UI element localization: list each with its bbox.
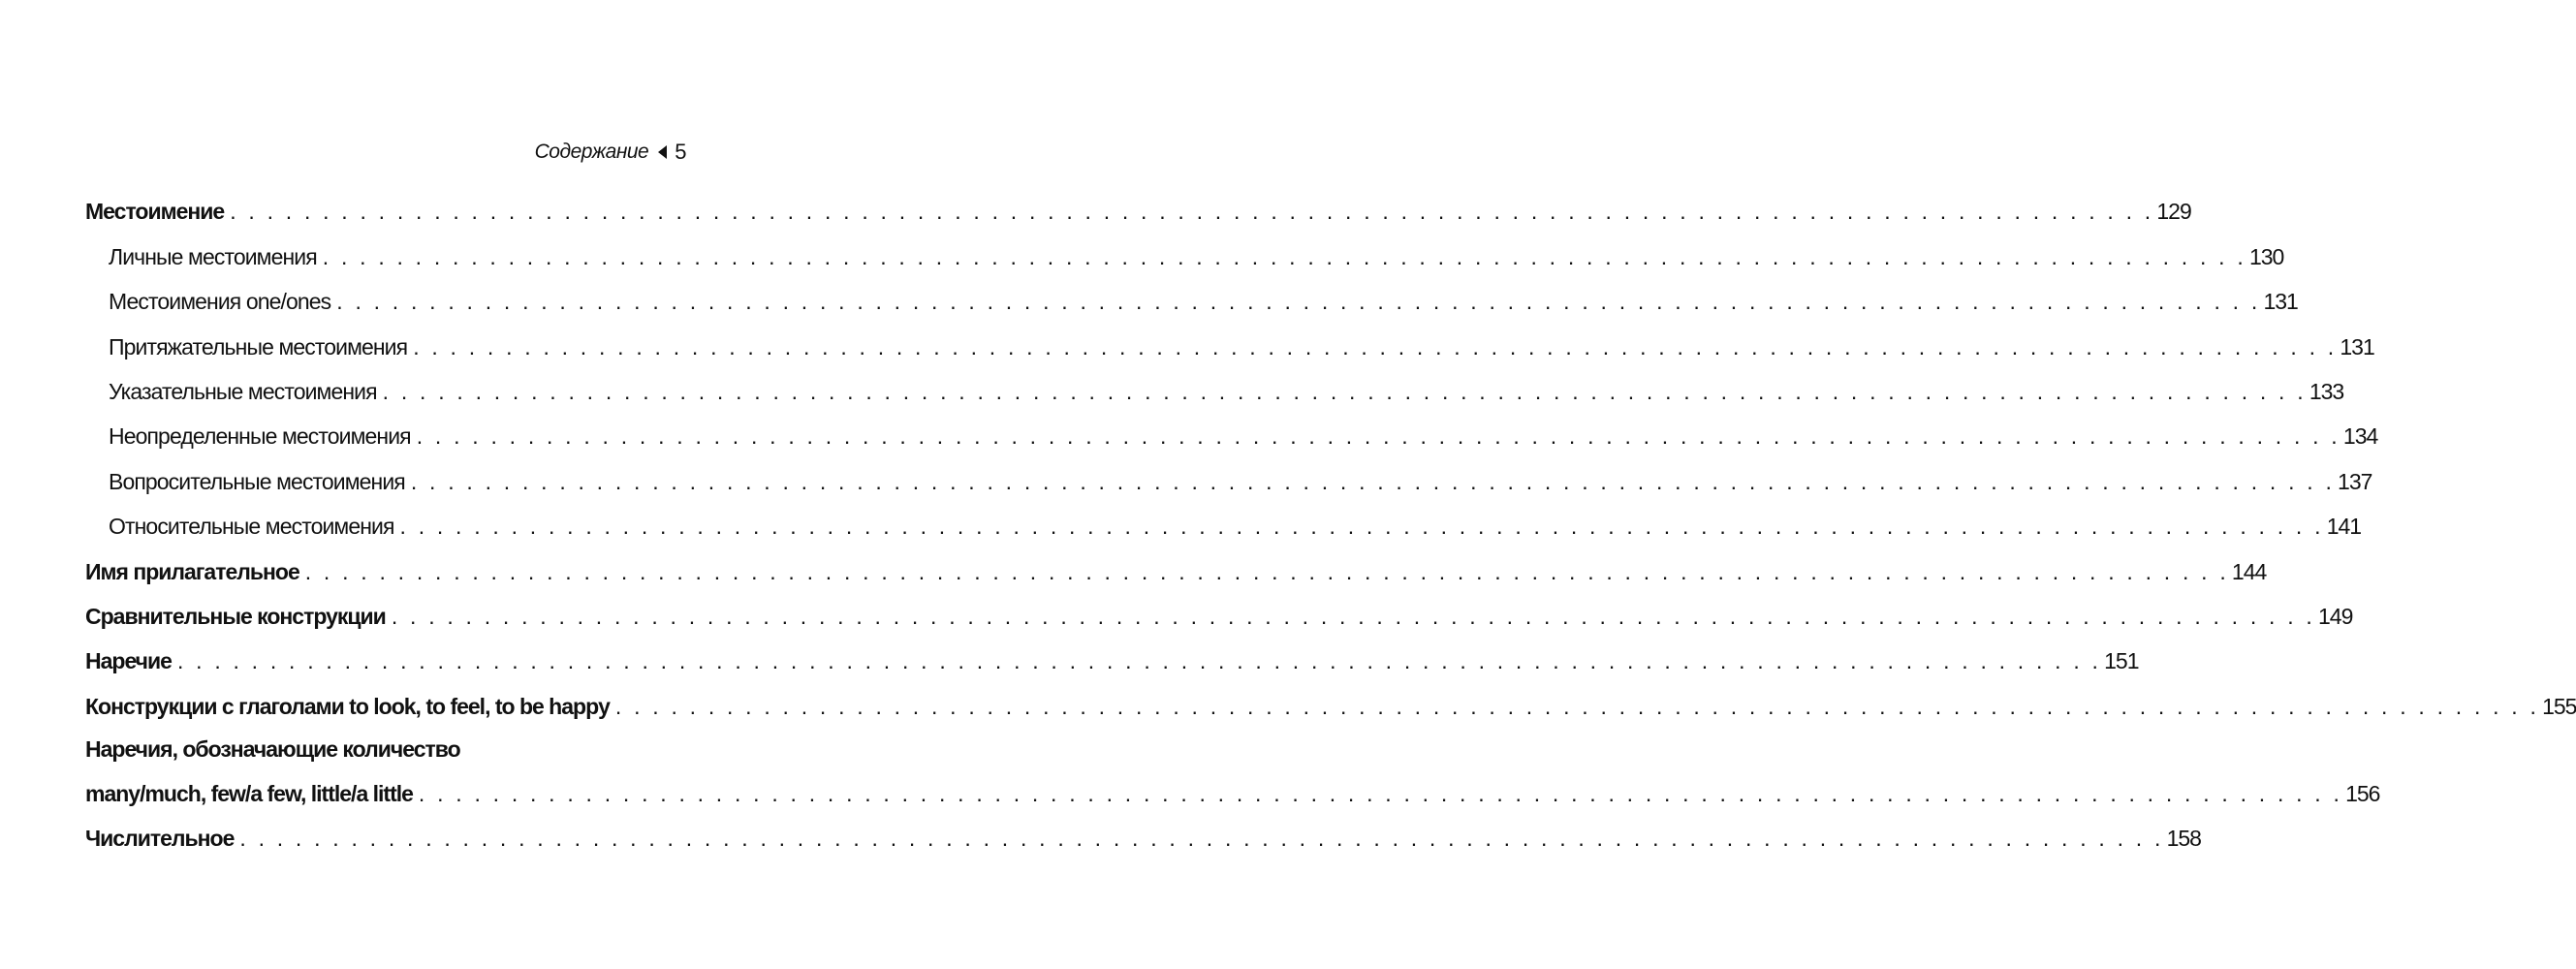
toc-entry-title: Вопросительные местоимения: [109, 468, 405, 494]
toc-entry-adverb[interactable]: [85, 632, 2139, 676]
dot-leader: . . . . . . . . . . . . . . . . . . . . . . . . . . . . . . . . . . . . . . . . . . . . . . . . . . . . . . . . . . . . . . . . . . . . . . . . . . . . . . . . . . . . . . . . . . . . . . . . . . . . . . . .: [614, 693, 2540, 719]
toc-entry-title: Относительные местоимения: [109, 514, 394, 540]
toc-entry-title: Сравнительные конструкции: [85, 603, 386, 629]
toc-entry-page: 149: [2318, 603, 2353, 629]
dot-leader: . . . . . . . . . . . . . . . . . . . . . . . . . . . . . . . . . . . . . . . . . . . . . . . . . . . . . . . . . . . . . . . . . . . . . . . . . . . . . . . . . . . . . . . . . . . . . . . . . . . . . . . .: [176, 648, 2102, 674]
toc-entry-page: 137: [2338, 468, 2372, 494]
dot-leader: . . . . . . . . . . . . . . . . . . . . . . . . . . . . . . . . . . . . . . . . . . . . . . . . . . . . . . . . . . . . . . . . . . . . . . . . . . . . . . . . . . . . . . . . . . . . . . . . . . . . . . . .: [410, 468, 2336, 494]
toc-entry-title: Указательные местоимения: [109, 378, 377, 404]
toc-entry-one-ones[interactable]: [85, 272, 2298, 317]
dot-leader: . . . . . . . . . . . . . . . . . . . . . . . . . . . . . . . . . . . . . . . . . . . . . . . . . . . . . . . . . . . . . . . . . . . . . . . . . . . . . . . . . . . . . . . . . . . . . . . . . . . . . . . .: [336, 289, 2261, 315]
toc-entry-relative-pronouns[interactable]: [85, 497, 2362, 542]
running-header: [535, 140, 686, 165]
toc-entry-title: Местоимения one/ones: [109, 289, 331, 315]
dot-leader: . . . . . . . . . . . . . . . . . . . . . . . . . . . . . . . . . . . . . . . . . . . . . . . . . . . . . . . . . . . . . . . . . . . . . . . . . . . . . . . . . . . . . . . . . . . . . . . . . . . . . . . .: [416, 423, 2340, 450]
toc-entry-page: 151: [2104, 648, 2139, 674]
toc-entry-title: Наречие: [85, 648, 172, 674]
toc-entry-quantity-adverbs-line1[interactable]: [85, 722, 675, 765]
dot-leader: . . . . . . . . . . . . . . . . . . . . . . . . . . . . . . . . . . . . . . . . . . . . . . . . . . . . . . . . . . . . . . . . . . . . . . . . . . . . . . . . . . . . . . . . . . . . . . . . . . . . . . . .: [304, 558, 2229, 584]
table-of-contents: [85, 182, 2576, 854]
toc-entry-numeral[interactable]: [85, 809, 2201, 854]
dot-leader: . . . . . . . . . . . . . . . . . . . . . . . . . . . . . . . . . . . . . . . . . . . . . . . . . . . . . . . . . . . . . . . . . . . . . . . . . . . . . . . . . . . . . . . . . . . . . . . . . . . . . . . .: [391, 603, 2315, 629]
toc-entry-comparative-constructions[interactable]: [85, 587, 2353, 632]
dot-leader: . . . . . . . . . . . . . . . . . . . . . . . . . . . . . . . . . . . . . . . . . . . . . . . . . . . . . . . . . . . . . . . . . . . . . . . . . . . . . . . . . . . . . . . . . . . . . . . . . . . . . . . .: [418, 781, 2343, 807]
toc-entry-title: Притяжательные местоимения: [109, 333, 408, 359]
toc-entry-page: 156: [2345, 781, 2380, 807]
dot-leader: . . . . . . . . . . . . . . . . . . . . . . . . . . . . . . . . . . . . . . . . . . . . . . . . . . . . . . . . . . . . . . . . . . . . . . . . . . . . . . . . . . . . . . . . . . . . . . . . . . . . . . . .: [322, 243, 2246, 269]
dot-leader: . . . . . . . . . . . . . . . . . . . . . . . . . . . . . . . . . . . . . . . . . . . . . . . . . . . . . . . . . . . . . . . . . . . . . . . . . . . . . . . . . . . . . . . . . . . . . . . . . . . . . . . .: [239, 826, 2164, 852]
toc-entry-title: Конструкции с глаголами to look, to feel, to be happy: [85, 693, 610, 719]
toc-entry-page: 158: [2166, 826, 2201, 852]
toc-entry-page: 134: [2342, 423, 2378, 450]
toc-entry-title: Наречия, обозначающие количество: [85, 735, 460, 762]
toc-entry-adjective[interactable]: [85, 542, 2267, 586]
page-number: 5: [675, 140, 686, 164]
toc-entry-interrogative-pronouns[interactable]: [85, 452, 2372, 496]
toc-entry-indefinite-pronouns[interactable]: [85, 407, 2378, 452]
dot-leader: . . . . . . . . . . . . . . . . . . . . . . . . . . . . . . . . . . . . . . . . . . . . . . . . . . . . . . . . . . . . . . . . . . . . . . . . . . . . . . . . . . . . . . . . . . . . . . . . . . . . . . . .: [230, 199, 2154, 225]
toc-entry-possessive-pronouns[interactable]: [85, 317, 2374, 361]
toc-entry-quantity-adverbs[interactable]: [85, 765, 2380, 809]
toc-entry-page: 144: [2231, 558, 2267, 584]
dot-leader: . . . . . . . . . . . . . . . . . . . . . . . . . . . . . . . . . . . . . . . . . . . . . . . . . . . . . . . . . . . . . . . . . . . . . . . . . . . . . . . . . . . . . . . . . . . . . . . . . . . . . . . .: [399, 514, 2324, 540]
running-header-title: Содержание: [534, 141, 649, 163]
toc-entry-title: Местоимение: [85, 199, 225, 225]
toc-entry-title: many/much, few/a few, little/a little: [85, 781, 413, 807]
toc-entry-verb-constructions[interactable]: [85, 676, 2576, 721]
toc-entry-page: 130: [2248, 243, 2284, 269]
toc-entry-title: Неопределенные местоимения: [109, 423, 411, 450]
toc-entry-page: 155: [2542, 693, 2576, 719]
toc-entry-page: 129: [2156, 199, 2191, 225]
toc-entry-title: Личные местоимения: [109, 243, 317, 269]
toc-entry-page: 133: [2309, 378, 2344, 404]
toc-entry-title: Числительное: [85, 826, 235, 852]
toc-entry-page: 131: [2340, 333, 2374, 359]
toc-entry-page: 131: [2263, 289, 2298, 315]
toc-entry-page: 141: [2326, 514, 2362, 540]
toc-entry-personal-pronouns[interactable]: [85, 227, 2284, 271]
toc-entry-title: Имя прилагательное: [85, 558, 299, 584]
left-triangle-icon: [658, 145, 667, 159]
dot-leader: . . . . . . . . . . . . . . . . . . . . . . . . . . . . . . . . . . . . . . . . . . . . . . . . . . . . . . . . . . . . . . . . . . . . . . . . . . . . . . . . . . . . . . . . . . . . . . . . . . . . . . . .: [413, 333, 2338, 359]
toc-entry-demonstrative-pronouns[interactable]: [85, 362, 2344, 407]
toc-entry-pronoun[interactable]: [85, 182, 2191, 227]
dot-leader: . . . . . . . . . . . . . . . . . . . . . . . . . . . . . . . . . . . . . . . . . . . . . . . . . . . . . . . . . . . . . . . . . . . . . . . . . . . . . . . . . . . . . . . . . . . . . . . . . . . . . . . .: [382, 378, 2307, 404]
